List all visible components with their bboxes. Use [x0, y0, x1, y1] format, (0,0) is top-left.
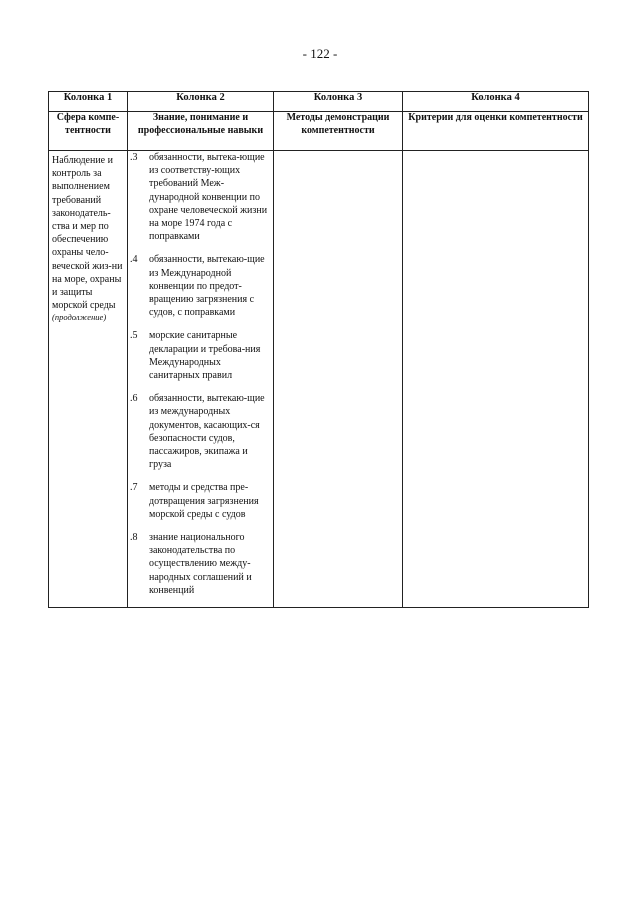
competence-area-text: Наблюдение и контроль за выполнением требований законодатель-ства и мер по обеспечению охраны чело-веческой жиз-ни на море, охраны и защиты морской среды: [52, 155, 123, 312]
item-text: обязанности, вытека-ющие из соответству-ющих требований Меж-дународной конвенции по охране человеческой жизни на море 1974 года с поправками: [149, 152, 268, 243]
item-text: знание национального законодательства по осуществлению между-народных соглашений и конвенций: [149, 532, 252, 596]
column-4-number: Колонка 4: [403, 92, 589, 112]
column-2-number: Колонка 2: [128, 92, 274, 112]
item-text: методы и средства пре-дотвращения загрязнения морской среды с судов: [149, 482, 259, 520]
item-text: морские санитарные декларации и требова-ния Международных санитарных правил: [149, 330, 261, 382]
page-number: - 122 -: [302, 46, 338, 61]
item-number: .7: [130, 482, 138, 494]
column-3-header: Методы демонстрации компетентности: [274, 112, 403, 151]
list-item: [128, 481, 273, 521]
column-4-header: Критерии для оценки компетентности: [403, 112, 589, 151]
item-text: обязанности, вытекаю-щие из международных документов, касающих-ся безопасности судов, пассажиров, экипажа и груза: [149, 393, 265, 471]
knowledge-cell: [128, 151, 274, 608]
item-number: .5: [130, 330, 138, 342]
table-row: [49, 151, 589, 608]
item-text: обязанности, вытекаю-щие из Международной конвенции по предот-вращению загрязнения с судов, с поправками: [149, 254, 265, 319]
list-item: [128, 329, 273, 382]
column-number-row: [49, 92, 589, 112]
column-header-row: [49, 112, 589, 151]
continued-label: (продолжение): [52, 312, 107, 323]
competence-area-cell: [49, 151, 128, 608]
list-item: [128, 253, 273, 319]
column-1-number: Колонка 1: [49, 92, 128, 112]
column-3-number: Колонка 3: [274, 92, 403, 112]
item-number: .3: [130, 152, 138, 163]
item-number: .4: [130, 254, 138, 266]
list-item: [128, 531, 273, 597]
item-number: .6: [130, 393, 138, 405]
item-number: .8: [130, 532, 138, 544]
list-item: [128, 392, 273, 471]
column-1-header: Сфера компе-тентности: [49, 112, 128, 151]
column-2-header: Знание, понимание и профессиональные навыки: [128, 112, 274, 151]
criteria-cell: [403, 151, 589, 608]
competence-table: [48, 91, 589, 608]
methods-cell: [274, 151, 403, 608]
list-item: [128, 151, 273, 243]
